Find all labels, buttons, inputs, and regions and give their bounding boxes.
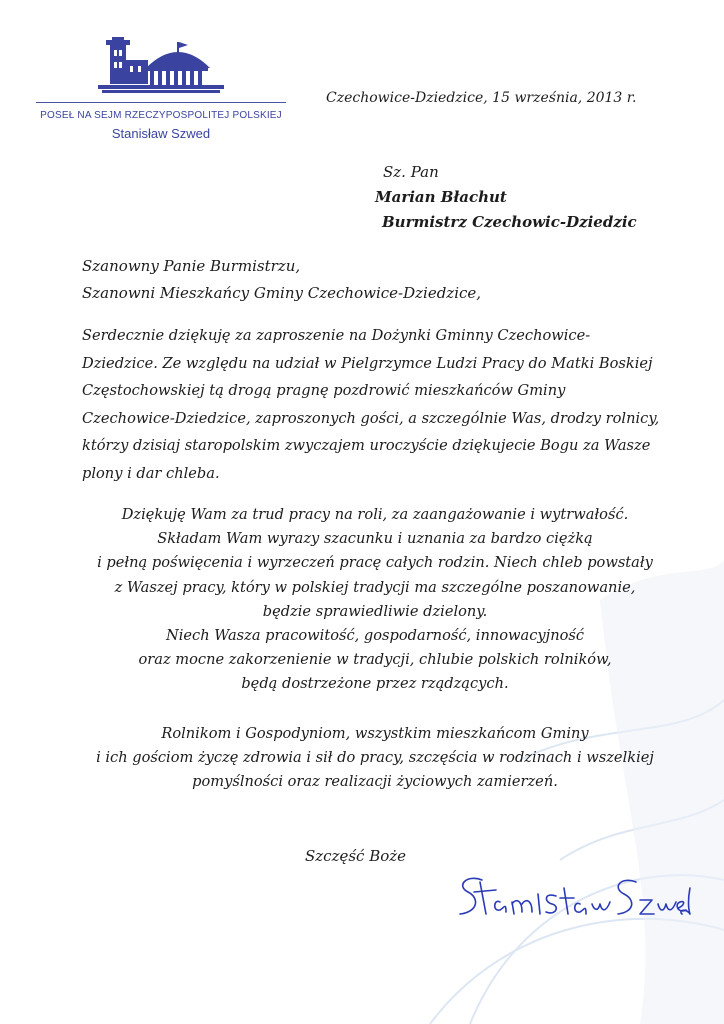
place-and-date: Czechowice-Dziedzice, 15 września, 2013 r.	[326, 90, 637, 106]
recipient-honorific: Sz. Pan	[383, 163, 439, 181]
header-divider	[36, 102, 286, 103]
text-line: Rolnikom i Gospodyniom, wszystkim mieszkańcom Gminy	[161, 725, 589, 742]
text-line: oraz mocne zakorzenienie w tradycji, chlubie polskich rolników,	[138, 651, 612, 669]
recipient-title: Burmistrz Czechowic-Dziedzic	[382, 213, 637, 231]
text-line: z Waszej pracy, który w polskiej tradycji ma szczególne poszanowanie,	[114, 578, 636, 596]
recipient-name: Marian Błachut	[375, 188, 507, 206]
text-line: będą dostrzeżone przez rządzących.	[241, 675, 509, 693]
closing-phrase: Szczęść Boże	[305, 847, 407, 865]
body-paragraph-appreciation	[70, 503, 680, 697]
text-line: będzie sprawiedliwie dzielony.	[262, 602, 488, 620]
sejm-building-icon	[96, 28, 226, 100]
handwritten-signature	[452, 868, 692, 924]
text-line: Składam Wam wyrazy szacunku i uznania za bardzo ciężką	[157, 530, 593, 548]
mp-office-title: POSEŁ NA SEJM RZECZYPOSPOLITEJ POLSKIEJ	[40, 110, 282, 121]
text-line: pomyślności oraz realizacji życiowych zamierzeń.	[192, 773, 558, 791]
text-line: Niech Wasza pracowitość, gospodarność, innowacyjność	[165, 627, 585, 645]
mp-name: Stanisław Szwed	[111, 126, 211, 141]
salutation-residents: Szanowni Mieszkańcy Gminy Czechowice-Dziedzice,	[82, 284, 482, 302]
text-line: i pełną poświęcenia i wyrzeczeń pracę całych rodzin. Niech chleb powstały	[97, 554, 653, 572]
body-paragraph-thanks: Serdecznie dziękuję za zaproszenie na Dożynki Gminny Czechowice-Dziedzice. Ze względu na udział w Pielgrzymce Ludzi Pracy do Matki Boskiej Częstochowskiej tą drogą pragnę pozdrowić mieszkańców Gminy Czechowice-Dziedzice, zaproszonych gości, a szczególnie Was, drodzy rolnicy, którzy dzisiaj staropolskim zwyczajem uroczyście dziękujecie Bogu za Wasze plony i dar chleba.	[82, 327, 660, 482]
text-line: i ich gościom życzę zdrowia i sił do pracy, szczęścia w rodzinach i wszelkiej	[96, 749, 654, 767]
body-paragraph-wishes	[70, 722, 680, 795]
text-line: Dziękuję Wam za trud pracy na roli, za zaangażowanie i wytrwałość.	[121, 506, 629, 523]
salutation-mayor: Szanowny Panie Burmistrzu,	[82, 257, 301, 275]
